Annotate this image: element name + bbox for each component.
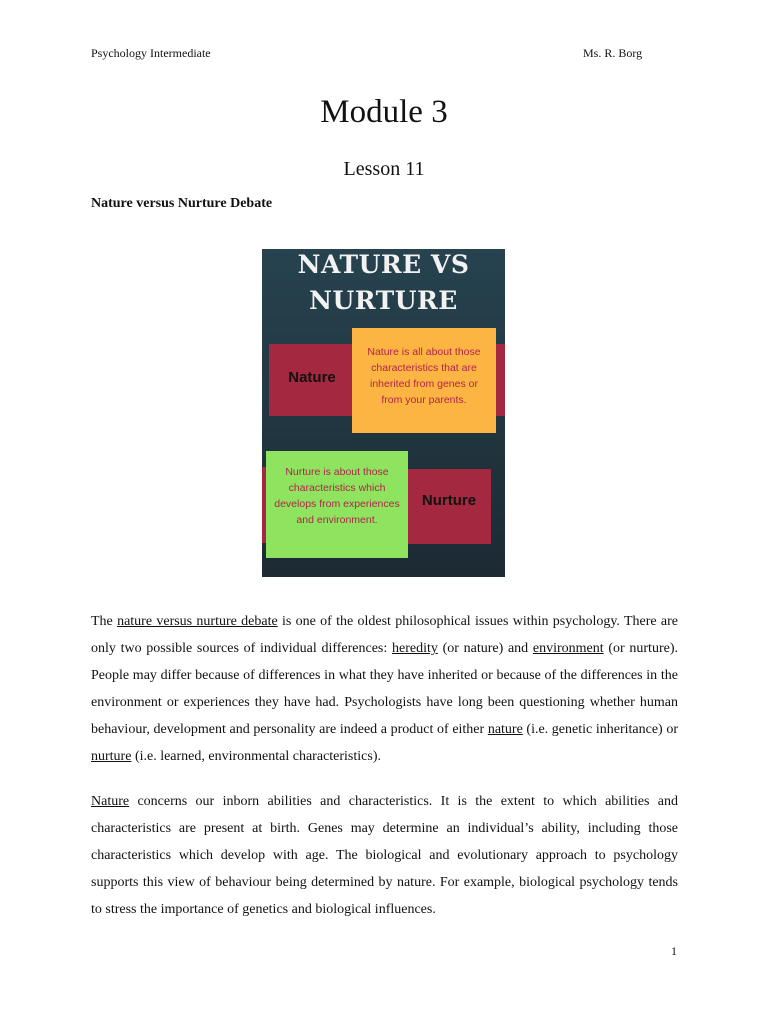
text-segment: (i.e. genetic inheritance) or [522, 722, 678, 737]
poster-title [262, 249, 505, 319]
poster-title-line1: NATURE VS [297, 250, 470, 279]
nurture-description-box: Nurture is about those characteristics which develops from experiences and environment. [266, 451, 408, 558]
term-environment: environment [532, 641, 604, 656]
page-number: 1 [671, 944, 677, 958]
text-segment: concerns our inborn abilities and characteristics. It is the extent to which abilities and characteristics are present at birth. Genes may determine an individual’s ability, including those characteristics which develop with age. The biological and evolutionary approach to psychology supports this view of behaviour being determined by nature. For example, biological psychology tends to stress the importance of genetics and biological influences. [91, 794, 678, 917]
nature-description-box: Nature is all about those characteristics that are inherited from genes or from your parents. [352, 328, 496, 433]
nurture-label: Nurture [421, 492, 477, 509]
text-segment: (i.e. learned, environmental characteristics). [131, 749, 381, 764]
text-segment: is one of the oldest philosophical issues within psychology. There are only two possible sources of individual differences: [91, 614, 679, 656]
term-nature: nature [487, 722, 523, 737]
text-segment: The [91, 614, 118, 629]
poster-title-line2: NURTURE [309, 286, 458, 315]
text-segment: (or nature) and [437, 641, 533, 656]
paragraph-nature [91, 788, 678, 923]
term-nature-versus-nurture-debate: nature versus nurture debate [117, 614, 278, 629]
nature-vs-nurture-poster [262, 249, 505, 577]
term-nurture: nurture [91, 749, 132, 764]
term-nature-heading: Nature [91, 794, 130, 809]
header-course-title: Psychology Intermediate [91, 46, 211, 60]
section-heading: Nature versus Nurture Debate [91, 196, 273, 211]
paragraph-debate-intro [91, 608, 678, 770]
nature-label: Nature [288, 369, 336, 386]
term-heredity: heredity [391, 641, 438, 656]
lesson-title: Lesson 11 [343, 158, 425, 180]
header-author: Ms. R. Borg [583, 46, 643, 60]
text-segment: (or nurture). People may differ because of differences in what they have inherited or because of the differences in the environment or experiences they have had. Psychologists have long been questioning whether human behaviour, development and personality are indeed a product of either [91, 641, 678, 737]
module-title: Module 3 [320, 94, 448, 130]
